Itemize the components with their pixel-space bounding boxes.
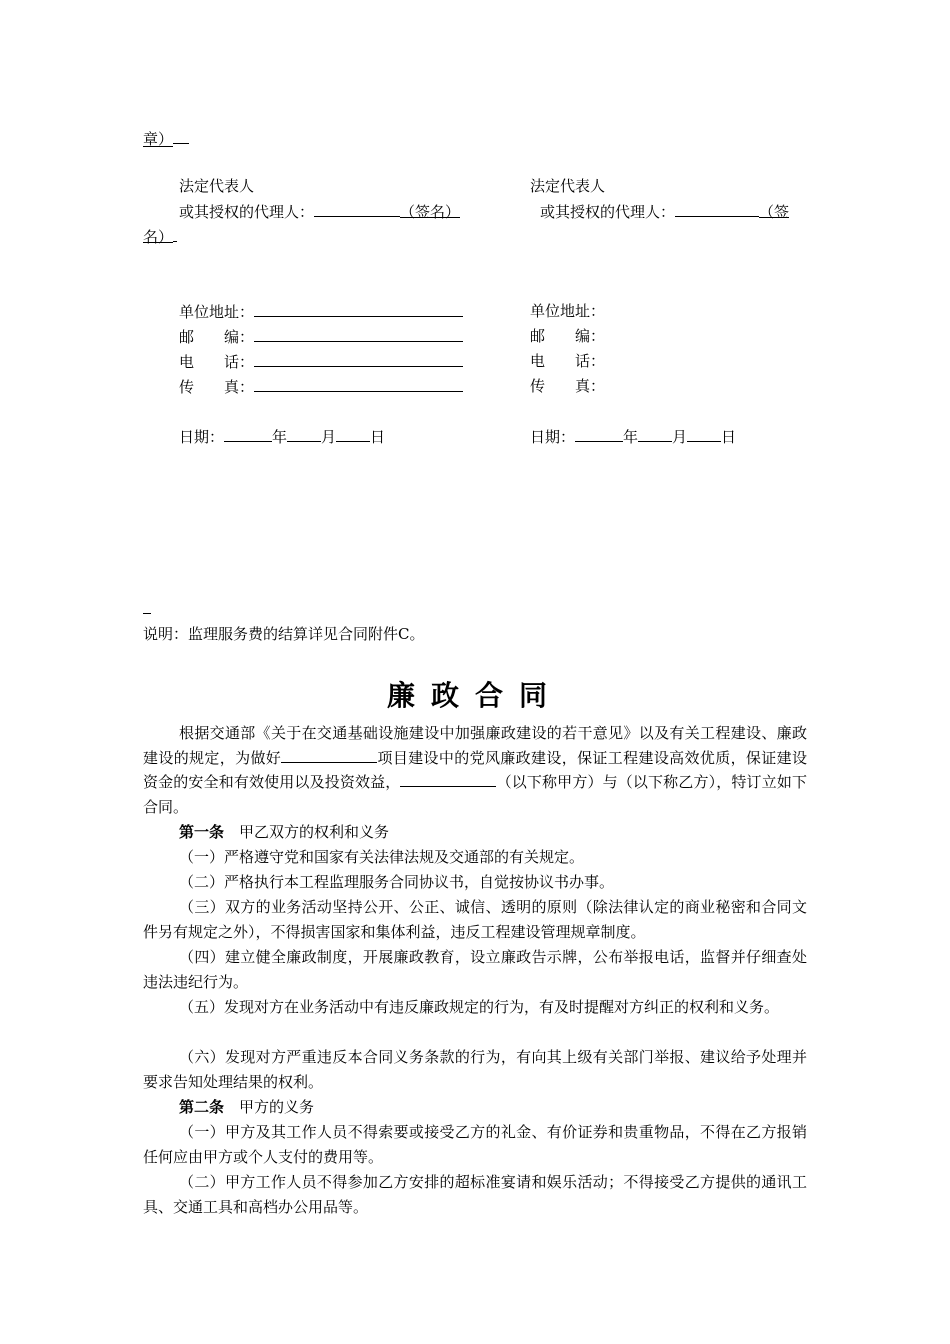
postcode-label: 邮 编： bbox=[179, 328, 255, 346]
year-label: 年 bbox=[623, 428, 639, 446]
party-b-month-field[interactable] bbox=[638, 426, 672, 442]
address-label: 单位地址： bbox=[179, 303, 255, 321]
date-label: 日期： bbox=[179, 428, 225, 446]
party-a-postcode-row bbox=[179, 326, 463, 347]
party-a-fax-row bbox=[179, 376, 463, 397]
article1-item: （二）严格执行本工程监理服务合同协议书，自觉按协议书办事。 bbox=[179, 873, 615, 891]
article2-item: （二）甲方工作人员不得参加乙方安排的超标准宴请和娱乐活动；不得接受乙方提供的通讯工具、交通工具和高档办公用品等。 bbox=[143, 1173, 807, 1216]
date-label: 日期： bbox=[530, 428, 576, 446]
party-b-postcode-label: 邮 编： bbox=[530, 327, 606, 345]
sign-right-text-b: 名） bbox=[143, 228, 174, 246]
party-a-rep-label: 法定代表人 bbox=[179, 177, 255, 195]
party-b-fax-label: 传 真： bbox=[530, 377, 606, 395]
party-b-date-row bbox=[530, 426, 736, 447]
footnote-separator bbox=[143, 613, 151, 614]
day-label: 日 bbox=[721, 428, 737, 446]
party-a-name-field[interactable] bbox=[400, 770, 496, 787]
party-b-agent-line bbox=[540, 201, 789, 222]
party-a-fax-field[interactable] bbox=[254, 376, 463, 392]
year-label: 年 bbox=[272, 428, 288, 446]
article1-heading bbox=[143, 820, 807, 845]
agent-label: 或其授权的代理人： bbox=[540, 203, 676, 221]
article1-item: （三）双方的业务活动坚持公开、公正、诚信、透明的原则（除法律认定的商业秘密和合同文件另有规定之外），不得损害国家和集体利益，违反工程建设管理规章制度。 bbox=[143, 898, 807, 941]
party-b-rep-label: 法定代表人 bbox=[530, 177, 606, 195]
intro-paragraph bbox=[143, 721, 807, 819]
party-a-phone-field[interactable] bbox=[254, 351, 463, 367]
seal-tail bbox=[143, 126, 189, 149]
sign-right-text-a: （签 bbox=[759, 203, 790, 221]
party-b-year-field[interactable] bbox=[575, 426, 623, 442]
article1-number: 第一条 bbox=[179, 823, 225, 841]
phone-label: 电 话： bbox=[179, 353, 255, 371]
article1-item: （六）发现对方严重违反本合同义务条款的行为，有向其上级有关部门举报、建议给予处理并要求告知处理结果的权利。 bbox=[143, 1048, 807, 1091]
article2-title: 甲方的义务 bbox=[239, 1098, 315, 1116]
article1-title: 甲乙双方的权利和义务 bbox=[239, 823, 390, 841]
party-a-month-field[interactable] bbox=[287, 426, 321, 442]
article1-item: （四）建立健全廉政制度，开展廉政教育，设立廉政告示牌，公布举报电话，监督并仔细查处违法违纪行为。 bbox=[143, 948, 807, 991]
article2-heading bbox=[143, 1095, 807, 1120]
sign-right-wrap bbox=[143, 226, 177, 247]
party-b-day-field[interactable] bbox=[687, 426, 721, 442]
article2-item: （一）甲方及其工作人员不得索要或接受乙方的礼金、有价证券和贵重物品，不得在乙方报销任何应由甲方或个人支付的费用等。 bbox=[143, 1123, 807, 1166]
month-label: 月 bbox=[321, 428, 337, 446]
party-a-date-row bbox=[179, 426, 385, 447]
intro-text-4: （以下称乙方），特订立如下合同。 bbox=[143, 773, 807, 816]
project-name-field[interactable] bbox=[281, 746, 377, 763]
party-a-signature-field[interactable] bbox=[314, 201, 400, 217]
article1-item: （一）严格遵守党和国家有关法律法规及交通部的有关规定。 bbox=[179, 848, 585, 866]
party-b-phone-label: 电 话： bbox=[530, 352, 606, 370]
fax-label: 传 真： bbox=[179, 378, 255, 396]
settlement-note: 说明：监理服务费的结算详见合同附件C。 bbox=[143, 625, 425, 643]
intro-text-3: （以下称甲方）与 bbox=[496, 773, 618, 792]
seal-tail-text: 章） bbox=[143, 130, 174, 148]
party-a-address-field[interactable] bbox=[254, 301, 463, 317]
party-b-signature-field[interactable] bbox=[675, 201, 759, 217]
day-label: 日 bbox=[370, 428, 386, 446]
article2-number: 第二条 bbox=[179, 1098, 225, 1116]
party-a-postcode-field[interactable] bbox=[254, 326, 463, 342]
document-title: 廉政合同 bbox=[386, 679, 563, 712]
party-b-address-label: 单位地址： bbox=[530, 302, 606, 320]
party-a-year-field[interactable] bbox=[224, 426, 272, 442]
intro-text-2: 项目建设中的党风廉政建设，保证工程建设高效优质，保证建设资金的安全和有效使用以及投资效益， bbox=[143, 748, 807, 792]
article1-item: （五）发现对方在业务活动中有违反廉政规定的行为，有及时提醒对方纠正的权利和义务。 bbox=[179, 998, 780, 1016]
party-a-address-row bbox=[179, 301, 463, 322]
month-label: 月 bbox=[672, 428, 688, 446]
party-a-day-field[interactable] bbox=[336, 426, 370, 442]
party-a-agent-line bbox=[179, 201, 460, 222]
intro-text-1: 根据交通部《关于在交通基础设施建设中加强廉政建设的若干意见》以及有关工程建设、廉政建设的规定，为做好 bbox=[143, 724, 807, 767]
agent-label: 或其授权的代理人： bbox=[179, 203, 315, 221]
party-a-phone-row bbox=[179, 351, 463, 372]
sign-left-text: （签名） bbox=[400, 203, 461, 221]
